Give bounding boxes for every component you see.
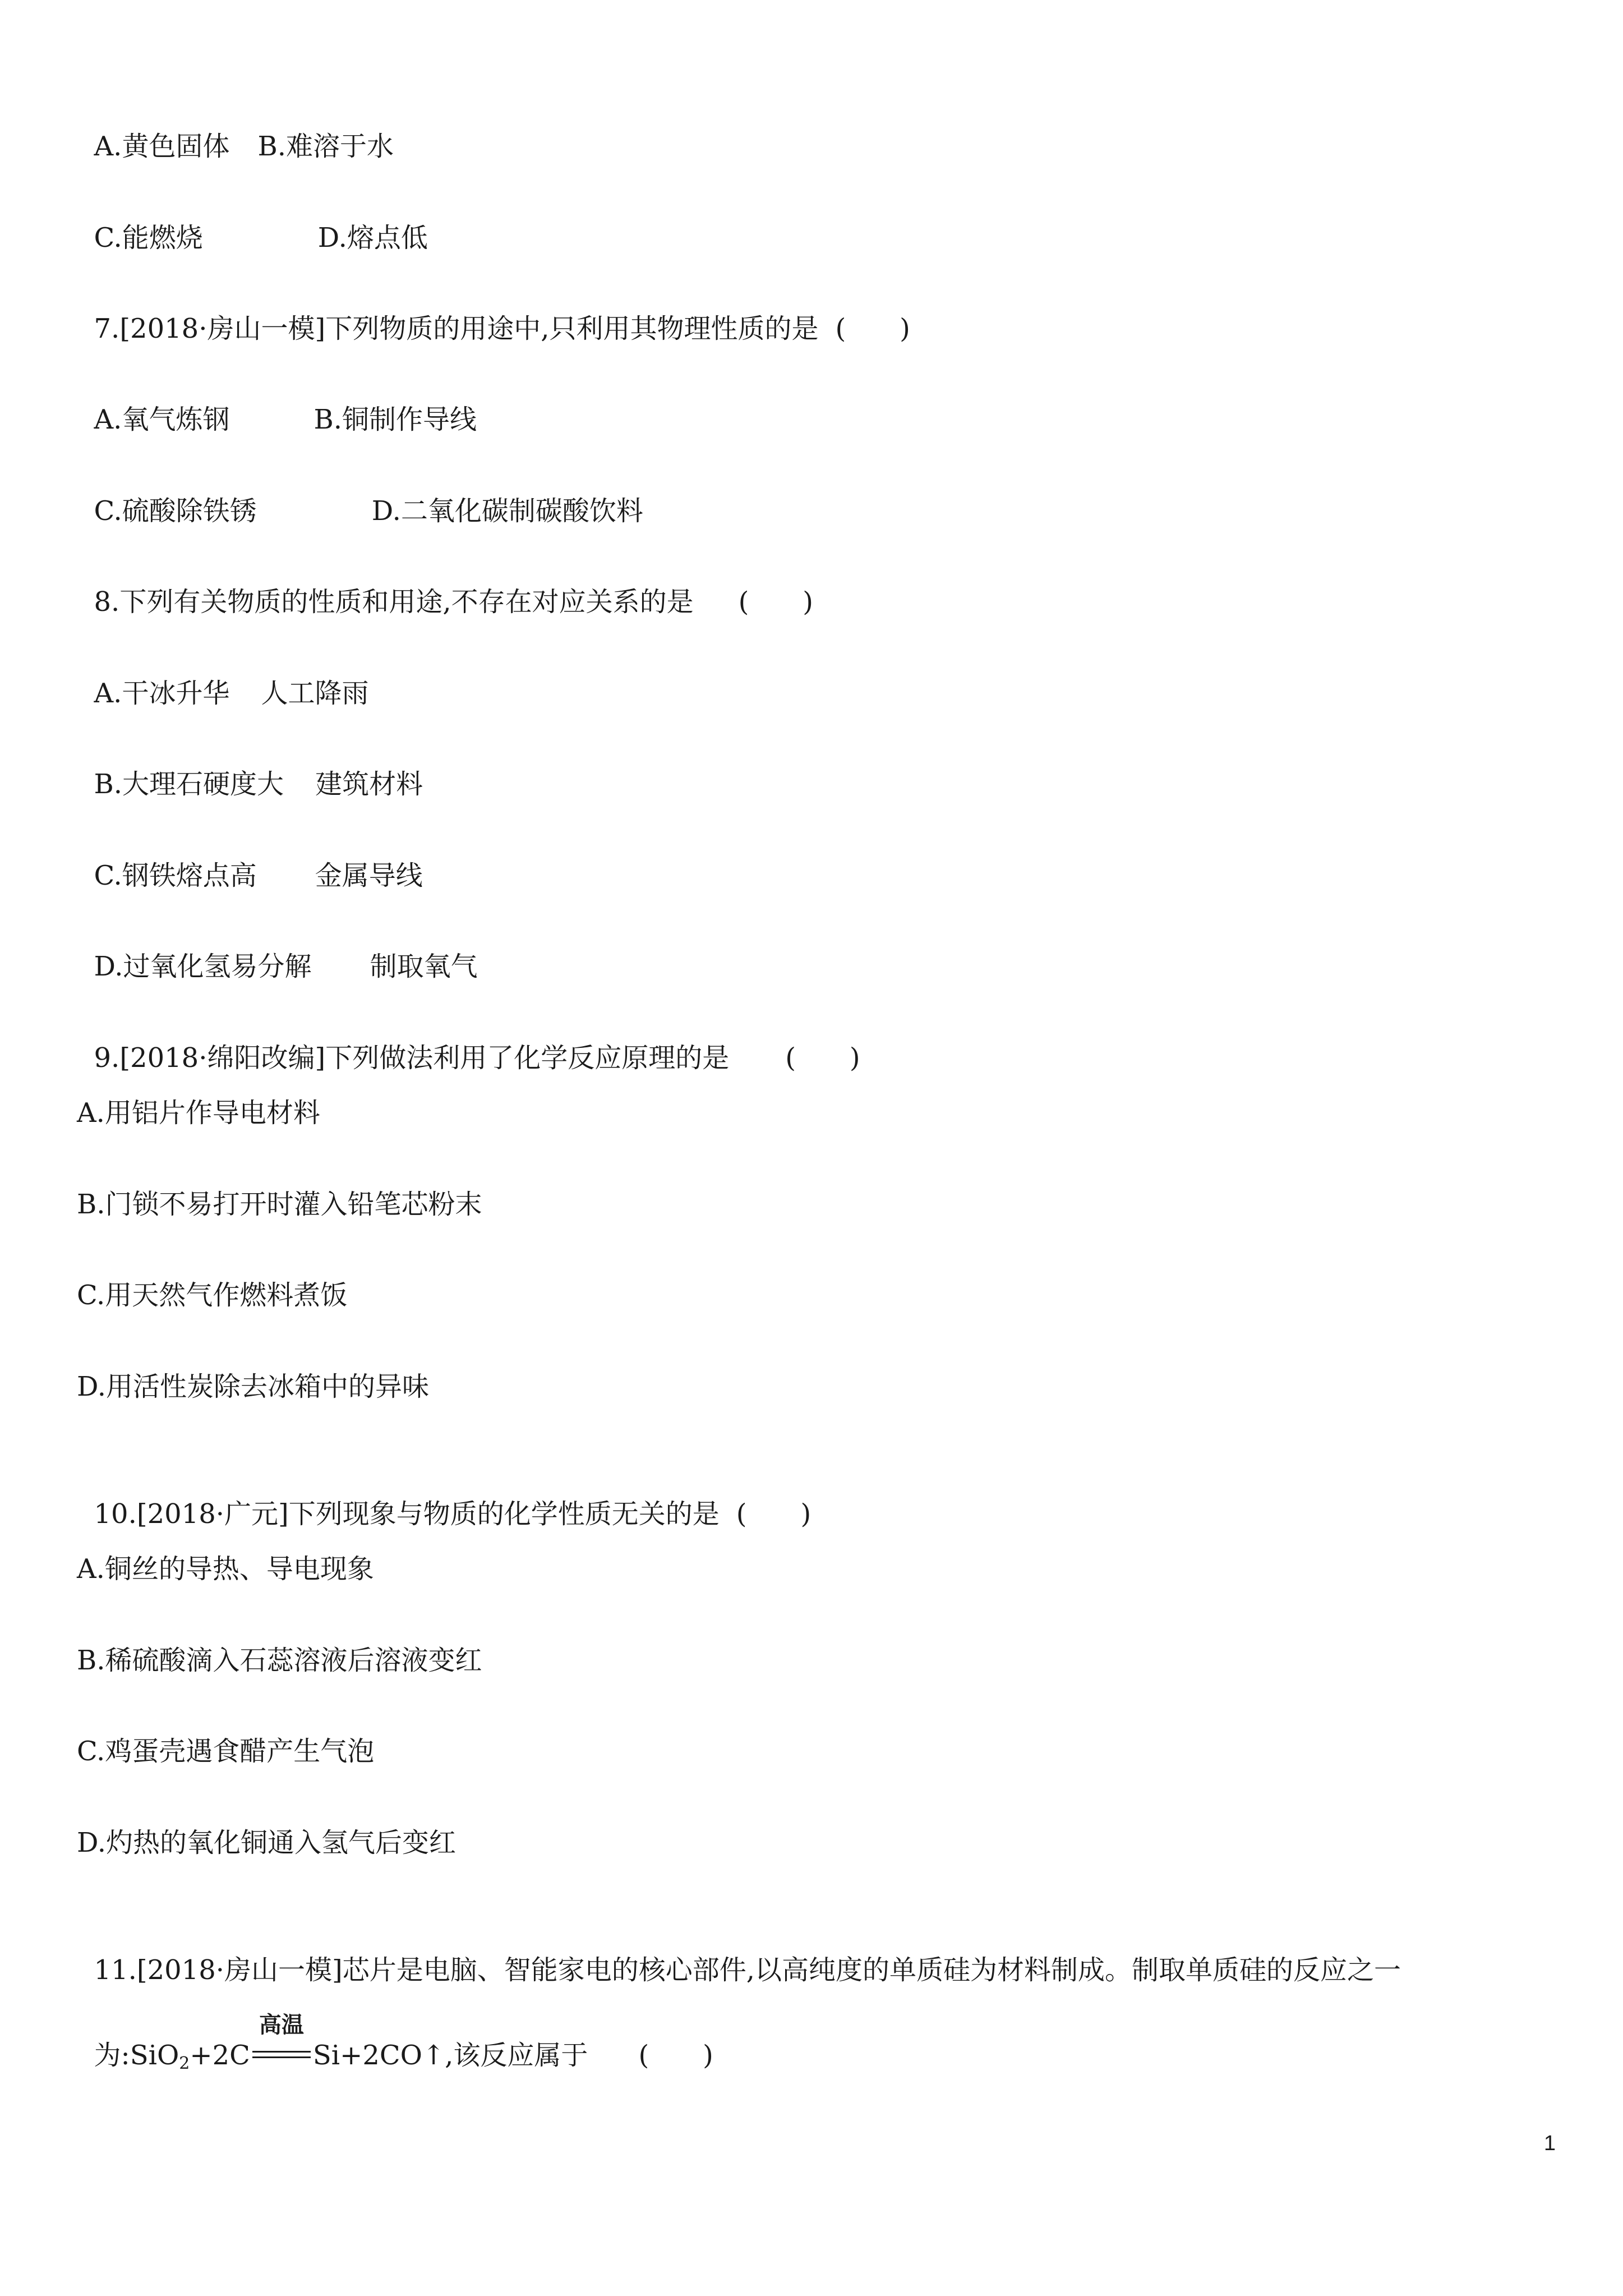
q10-option-d: D.灼热的氧化铜通入氢气后变红 bbox=[77, 1827, 457, 1858]
q11-reactant-sio2: SiO$_2$ bbox=[130, 2040, 190, 2073]
q8-option-c bbox=[77, 822, 423, 894]
q8-question: 下列有关物质的性质和用途,不存在对应关系的是 bbox=[119, 586, 694, 618]
q8-option-d-use: 制取氧气 bbox=[370, 951, 478, 982]
q7-option-b: B.铜制作导线 bbox=[313, 404, 477, 435]
equals-sign-top bbox=[252, 2051, 311, 2053]
q11-prefix: 为: bbox=[94, 2040, 130, 2071]
q7-options-ab bbox=[77, 366, 477, 438]
q10-number: 10. bbox=[94, 1498, 137, 1530]
page-number: 1 bbox=[1543, 2132, 1556, 2155]
q10-option-b: B.稀硫酸滴入石蕊溶液后溶液变红 bbox=[77, 1645, 482, 1676]
q8-option-c-property: C.钢铁熔点高 bbox=[94, 860, 257, 891]
q9-source: [2018·绵阳改编] bbox=[119, 1042, 326, 1074]
q6-option-c: C.能燃烧 bbox=[94, 222, 203, 254]
q11-products: Si+2CO↑ bbox=[312, 2040, 445, 2071]
q7-answer-paren: ( ) bbox=[835, 313, 910, 344]
q6-option-b: B.难溶于水 bbox=[257, 131, 394, 162]
q7-options-cd bbox=[77, 457, 643, 529]
q9-option-d: D.用活性炭除去冰箱中的异味 bbox=[77, 1371, 430, 1402]
q11-question-part1: 芯片是电脑、智能家电的核心部件,以高纯度的单质硅为材料制成。制取单质硅的反应之一 bbox=[342, 1954, 1401, 1986]
q10-source: [2018·广元] bbox=[136, 1498, 289, 1530]
q6-options-ab bbox=[77, 93, 394, 164]
q7-option-c: C.硫酸除铁锈 bbox=[94, 495, 257, 527]
q10-option-a: A.铜丝的导热、导电现象 bbox=[77, 1553, 374, 1585]
reaction-condition-label: 高温 bbox=[259, 2012, 304, 2038]
q8-option-b-property: B.大理石硬度大 bbox=[94, 769, 284, 800]
q11-stem-line1 bbox=[77, 1916, 1401, 1988]
q7-stem bbox=[77, 275, 910, 347]
q11-answer-paren: ( ) bbox=[638, 2040, 713, 2071]
q11-source: [2018·房山一模] bbox=[136, 1954, 343, 1986]
q9-question: 下列做法利用了化学反应原理的是 bbox=[325, 1042, 730, 1074]
q7-question: 下列物质的用途中,只利用其物理性质的是 bbox=[325, 313, 819, 344]
q6-option-a: A.黄色固体 bbox=[94, 131, 230, 162]
q8-option-b-use: 建筑材料 bbox=[315, 769, 423, 800]
q8-option-a-property: A.干冰升华 bbox=[94, 678, 230, 709]
q11-reactant-carbon: +2C bbox=[190, 2040, 250, 2071]
q11-suffix: ,该反应属于 bbox=[445, 2040, 588, 2071]
q9-option-b: B.门锁不易打开时灌入铅笔芯粉末 bbox=[77, 1189, 482, 1220]
q7-source: [2018·房山一模] bbox=[119, 313, 326, 344]
q9-option-a: A.用铝片作导电材料 bbox=[77, 1097, 320, 1129]
q8-option-b bbox=[77, 730, 423, 802]
q10-stem bbox=[77, 1460, 811, 1532]
q8-option-d-property: D.过氧化氢易分解 bbox=[94, 951, 312, 982]
q8-number: 8. bbox=[94, 586, 120, 618]
q6-options-cd bbox=[77, 184, 428, 256]
q8-answer-paren: ( ) bbox=[738, 586, 814, 618]
q8-option-a bbox=[77, 639, 368, 711]
q10-option-c: C.鸡蛋壳遇食醋产生气泡 bbox=[77, 1736, 375, 1767]
q10-question: 下列现象与物质的化学性质无关的是 bbox=[288, 1498, 720, 1530]
q9-answer-paren: ( ) bbox=[785, 1042, 860, 1074]
q6-option-d: D.熔点低 bbox=[317, 222, 428, 254]
q7-option-a: A.氧气炼钢 bbox=[94, 404, 230, 435]
q8-option-d bbox=[77, 913, 478, 984]
q11-number: 11. bbox=[94, 1954, 137, 1986]
q8-option-c-use: 金属导线 bbox=[315, 860, 423, 891]
q7-option-d: D.二氧化碳制碳酸饮料 bbox=[371, 495, 643, 527]
q11-stem-line2 bbox=[77, 2001, 713, 2082]
q9-option-c: C.用天然气作燃料煮饭 bbox=[77, 1280, 348, 1311]
q9-stem bbox=[77, 1004, 860, 1076]
q7-number: 7. bbox=[94, 313, 120, 344]
q10-answer-paren: ( ) bbox=[736, 1498, 811, 1530]
reaction-condition bbox=[250, 2012, 313, 2073]
equals-sign-bottom bbox=[252, 2056, 311, 2058]
q8-option-a-use: 人工降雨 bbox=[261, 678, 369, 709]
q8-stem bbox=[77, 548, 813, 620]
q9-number: 9. bbox=[94, 1042, 120, 1074]
